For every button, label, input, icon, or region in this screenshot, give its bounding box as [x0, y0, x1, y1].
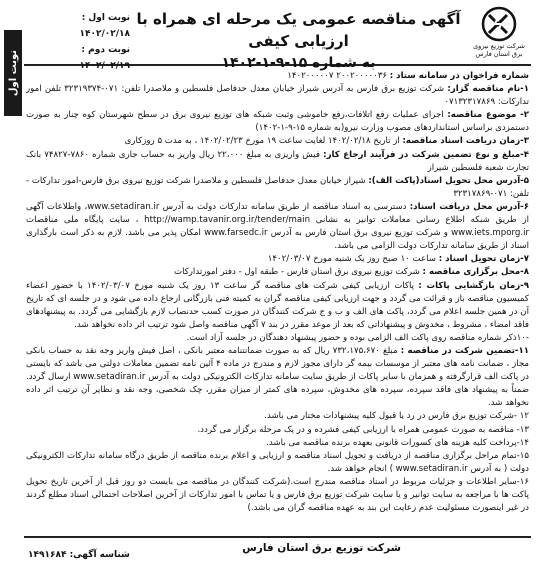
notice-clause: [26, 410, 529, 423]
notice-number: به شماره ۱۵-۹-۱-۱۴۰۲: [221, 55, 376, 71]
notice-clause: [26, 280, 529, 332]
notice-clause: [26, 476, 529, 515]
clause-text: دسترسی به اسناد مناقصه از طریق سامانه تدارکات دولت به آدرس www.setadiran.ir، واطلاعات آگهی از طریق شبکه اطلاع رسانی معاملات توانیر به نشانی http://wamp.tavanir.org.ir/tender/main ، سایت پایگاه ملی مناقصات www.iets.mporg.ir و شرکت توزیع نیروی برق استان فارس به آدرس www.farsedc.ir امکان پذیر می باشد. لازم به ذکر است بارگذاری اسناد از طریق سامانه تدارکات دولت الزامی می باشد.: [26, 201, 529, 252]
notice-clause: [26, 437, 529, 450]
notice-body: [26, 70, 529, 530]
notice-clause: [26, 70, 529, 83]
clause-label: ۱۱-تضمین شرکت در مناقصه :: [400, 345, 529, 356]
notice-clause: [26, 109, 529, 135]
side-band-label: نوبت اول: [7, 49, 19, 97]
clause-label: شماره فراخوان در سامانه ستاد :: [389, 71, 529, 81]
notice-clause: [26, 149, 529, 175]
notice-clause: [26, 332, 529, 345]
lightning-logo-icon: [479, 6, 519, 42]
logo-caption: شرکت توزیع نیروی برق استان فارس: [473, 42, 525, 58]
notice-clause: [26, 424, 529, 437]
clause-text: ۱۶-سایر اطلاعات و جزئیات مربوط در اسناد مناقصه مندرج است.(شرکت کنندگان در مناقصه می بایست دو روز قبل از آخرین تاریخ تحویل پاکت ها با مراجعه به سایت توانیر و یا سایت شرکت توزیع برق فارس و یا تماس با امور تدارکات از آخرین اصلاحات احتمالی اسناد مطلع گردند در غیر اینصورت مسئولیت عدم رعایت این بند به عهده مناقصه گران می باشد.): [26, 476, 529, 514]
clause-text: ۱۴-پرداخت کلیه هزینه های کسورات قانونی بعهده برنده مناقصه می باشد.: [266, 437, 529, 448]
clause-text: ۱۲ -شرکت توزیع برق فارس در رد یا قبول کلیه پیشنهادات مختار می باشد.: [264, 411, 529, 422]
notice-header: [24, 4, 531, 71]
ad-identifier: شناسه آگهی: ۱۴۹۱۶۸۴: [28, 550, 130, 560]
notice-clause: [26, 266, 529, 279]
clause-label: ۴-مبلغ و نوع تضمین شرکت در فرآیند ارجاع کار:: [323, 149, 529, 160]
notice-clause: [26, 135, 529, 148]
notice-clause: [26, 345, 529, 410]
clause-label: ۲- موضوع مناقصه:: [447, 110, 529, 121]
clause-text: -۱۰ذکر شماره مناقصه روی پاکت الف الزامی بوده و حضور پیشنهاد دهندگان در جلسه آزاد است.: [186, 332, 529, 343]
notice-clause: [26, 201, 529, 253]
clause-text: شرکت توزیع نیروی برق استان فارس - طبقه اول - دفتر امورتدارکات: [173, 267, 423, 278]
notice-title: آگهی مناقصه عمومی یک مرحله ای همراه با ارزیابی کیفی: [136, 10, 461, 50]
notice-clause: [26, 253, 529, 266]
issuer-signature: شرکت توزیع برق استان فارس: [242, 542, 401, 554]
clause-text: از تاریخ ۱۴۰۲/۰۲/۱۸ لغایت ساعت ۱۹ مورخ ۱۴۰۲/۰۲/۲۳ ، به مدت ۵ روزکاری: [124, 136, 403, 147]
clause-label: ۷-زمان تحویل اسناد :: [438, 254, 529, 265]
notice-clause: [26, 450, 529, 476]
round-side-band: [4, 30, 22, 116]
clause-text: ساعت ۱۰ صبح روز یک شنبه مورخ ۱۴۰۲/۰۳/۰۷: [267, 254, 439, 265]
clause-text: پاکات ارزیابی کیفی شرکت های مناقصه گر ساعت ۱۳ روز یک شنبه مورخ ۱۴۰۲/۰۳/۰۷ با حضور اعضاء کمیسیون مناقصه باز و قرائت می گردد و جهت ارزیابی کیفی مناقصه گران به کمیته فنی بازرگانی ارجاع داده می شود و در جلسه ای که تاریخ آن در همین جلسه اعلام می گردد، پاکت های الف و ب و ج شرکت کنندگان در صورت کسب حدنصاب لازم بازگشایی می گردد. به پیشنهادهای فاقد امضاء ، مشروط ، مخدوش و پیشنهاداتی که بعد از موعد مقرر در بند ۷ آگهی مناقصه واصل شود ترتیب اثر داده نخواهد شد.: [26, 280, 529, 330]
clause-label: ۸-محل برگزاری مناقصه :: [422, 267, 529, 278]
clause-text: ۱۵-تمام مراحل برگزاری مناقصه از دریافت و تحویل اسناد مناقصه و ارزیابی و اعلام برنده مناقصه از طریق درگاه سامانه تدارکات الکترونیکی دولت ( به آدرس www.setadiran.ir ) انجام خواهد شد.: [26, 450, 529, 474]
clause-text: مبلغ ۷۳۲،۱۷۵،۶۷۰ ریال که به صورت ضمانتنامه معتبر بانکی ، اصل فیش واریز وجه نقد به حساب بانکی مجاز ، ضمانت نامه های معتبر از موسسات بیمه گر دارای مجوز لازم و مندرج در ماده ۴ آئین نامه تضمین معاملات دولتی می باشد که بایستی در پاکت الف قرارگرفته و همزمان با سایر پاکات از طریق سایت سامانه تدارکات الکترونیکی دولت به آدرس www.setadiran.ir ارسال گردد. ضمناً به پیشنهاد های فاقد سپرده، سپرده های مخدوش، سپرده های کمتر از میزان مقرر، چک شخصی، وجه نقد و نظایر آن ترتیب اثر داده نخواهد شد.: [26, 345, 529, 409]
second-publication-date: نوبت دوم : ۱۴۰۲/۰۲/۱۹: [79, 45, 130, 71]
clause-text: ۱۳- مناقصه به صورت عمومی همراه با ارزیابی کیفی فشرده و در یک مرحله برگزار می گردد.: [197, 424, 529, 435]
first-publication-date: نوبت اول : ۱۴۰۲/۰۲/۱۸: [79, 13, 130, 39]
clause-text: فیش واریزی به مبلغ ۲۲،۰۰۰ ریال واریز به حساب جاری شماره ۷۸۶۰-۷۴۸۲۷ بانک تجارت شعبه فلسطین شیراز: [26, 149, 529, 173]
clause-text: ۲۰۰۲۰۰۰۰۰۳۶ ۱۴۰۲۰۰۰۰۰۷: [287, 71, 390, 81]
company-logo: [469, 6, 529, 62]
clause-label: ۵-آدرس محل تحویل اسناد(پاکت الف):: [368, 175, 529, 186]
clause-text: اجرای عملیات رفع اتلافات،رفع خاموشی وثبت شبکه های توزیع نیروی برق در سطح شهرستان کوه چنار به صورت دستمزدی براساس استانداردهای مصوب وزارت نیرو(به شماره ۱۵-۹-۱-۱۴۰۲): [26, 110, 529, 134]
clause-label: ۱-نام مناقصه گزار:: [447, 84, 529, 95]
publication-dates: [30, 10, 130, 74]
clause-label: ۶-آدرس محل دریافت اسناد:: [409, 201, 529, 212]
notice-clause: [26, 83, 529, 109]
clause-label: ۹-زمان بازگشایی پاکات :: [418, 280, 529, 291]
clause-label: ۳-زمان دریافت اسناد مناقصه:: [402, 136, 529, 147]
notice-clause: [26, 175, 529, 201]
notice-footer: [24, 536, 531, 570]
clause-text: شیراز خیابان معدل حدفاصل فلسطین و ملاصدرا شرکت توزیع نیروی برق فارس-امور تدارکات - تلفن: ۰۷۱-۳۲۳۱۷۸۶۹: [26, 175, 529, 199]
clause-text: شرکت توزیع برق فارس به آدرس شیراز خیابان معدل حدفاصل فلسطین و ملاصدرا تلفن: ۰۷۱-۳۲۳۱۹۳۷۴ تلفن امور تدارکات: ۰۷۱۳۲۳۱۷۸۶۹: [26, 84, 529, 108]
title-block: [132, 8, 465, 74]
